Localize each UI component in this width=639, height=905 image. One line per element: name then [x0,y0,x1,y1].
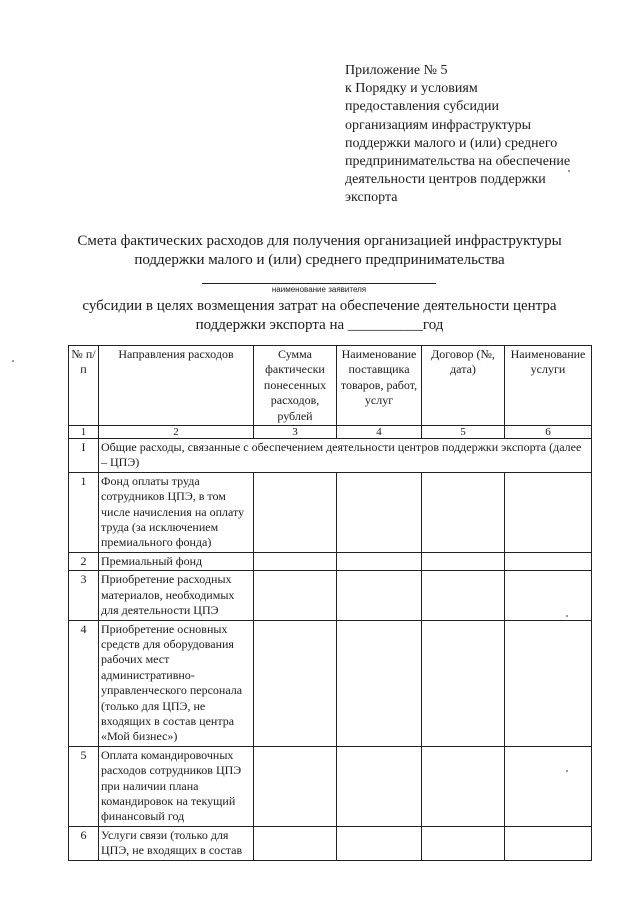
appendix-line: организациям инфраструктуры [345,117,532,133]
table-row [69,552,592,570]
row-number: 2 [69,552,99,570]
supplier-cell[interactable] [337,826,422,860]
appendix-line: экспорта [345,190,398,206]
contract-cell[interactable] [422,746,505,826]
scan-speck [12,360,14,362]
row-number: 6 [69,826,99,860]
table-row [69,620,592,746]
contract-cell[interactable] [422,571,505,620]
supplier-cell[interactable] [337,746,422,826]
table-row [69,746,592,826]
table-row [69,472,592,552]
service-cell[interactable] [505,552,592,570]
header-cell: Наименование услуги [505,346,592,426]
service-cell[interactable] [505,472,592,552]
applicant-name-line [202,283,436,284]
appendix-line: поддержки малого и (или) среднего [345,135,558,151]
applicant-name-label: наименование заявителя [271,285,367,294]
supplier-cell[interactable] [337,472,422,552]
service-cell[interactable] [505,620,592,746]
row-expense-item: Приобретение расходных материалов, необходимых для деятельности ЦПЭ [99,571,254,620]
header-cell: Сумма фактически понесенных расходов, рублей [254,346,337,426]
supplier-cell[interactable] [337,571,422,620]
contract-cell[interactable] [422,552,505,570]
service-cell[interactable] [505,571,592,620]
appendix-line: Приложение № 5 [345,63,448,78]
row-expense-item: Услуги связи (только для ЦПЭ, не входящих в состав [99,826,254,860]
row-number: 5 [69,746,99,826]
row-number: 3 [69,571,99,620]
title-line: Смета фактических расходов для получения организацией инфраструктуры [77,233,562,249]
header-cell: Наименование поставщика товаров, работ, услуг [337,346,422,426]
scan-speck [566,615,568,617]
column-number: 5 [422,426,505,439]
appendix-line: предоставления субсидии [345,99,500,115]
title-line: поддержки малого и (или) среднего предпринимательства [134,252,505,268]
column-number: 1 [69,426,99,439]
column-number-row [69,426,592,439]
document-subtitle [0,297,639,335]
contract-cell[interactable] [422,620,505,746]
contract-cell[interactable] [422,826,505,860]
header-cell: Договор (№, дата) [422,346,505,426]
supplier-cell[interactable] [337,552,422,570]
row-number: 1 [69,472,99,552]
scan-speck [568,170,570,172]
header-cell: Направления расходов [99,346,254,426]
row-number: 4 [69,620,99,746]
section-label: Общие расходы, связанные с обеспечением деятельности центров поддержки экспорта (далее – ЦПЭ) [99,439,592,473]
table-row [69,571,592,620]
amount-cell[interactable] [254,552,337,570]
scan-speck [566,770,568,772]
appendix-line: предпринимательства на обеспечение [345,154,571,170]
table-header-row [69,346,592,426]
subtitle-line: поддержки экспорта на __________год [195,317,444,333]
section-row [69,439,592,473]
section-number: I [69,439,99,473]
column-number: 4 [337,426,422,439]
amount-cell[interactable] [254,571,337,620]
amount-cell[interactable] [254,472,337,552]
row-expense-item: Премиальный фонд [99,552,254,570]
column-number: 2 [99,426,254,439]
appendix-line: деятельности центров поддержки [345,172,546,188]
supplier-cell[interactable] [337,620,422,746]
amount-cell[interactable] [254,620,337,746]
document-title [0,232,639,270]
row-expense-item: Приобретение основных средств для оборудования рабочих мест административно-управленческого персонала (только для ЦПЭ, не входящих в состав центра «Мой бизнес») [99,620,254,746]
table-row [69,826,592,860]
service-cell[interactable] [505,826,592,860]
column-number: 3 [254,426,337,439]
header-cell: № п/п [69,346,99,426]
contract-cell[interactable] [422,472,505,552]
row-expense-item: Оплата командировочных расходов сотрудников ЦПЭ при наличии плана командировок на текущий финансовый год [99,746,254,826]
column-number: 6 [505,426,592,439]
service-cell[interactable] [505,746,592,826]
amount-cell[interactable] [254,746,337,826]
appendix-note [345,62,615,208]
row-expense-item: Фонд оплаты труда сотрудников ЦПЭ, в том числе начисления на оплату труда (за исключением премиального фонда) [99,472,254,552]
appendix-line: к Порядку и условиям [345,81,478,97]
subtitle-line: субсидии в целях возмещения затрат на обеспечение деятельности центра [82,298,557,314]
amount-cell[interactable] [254,826,337,860]
expense-table [68,345,592,861]
